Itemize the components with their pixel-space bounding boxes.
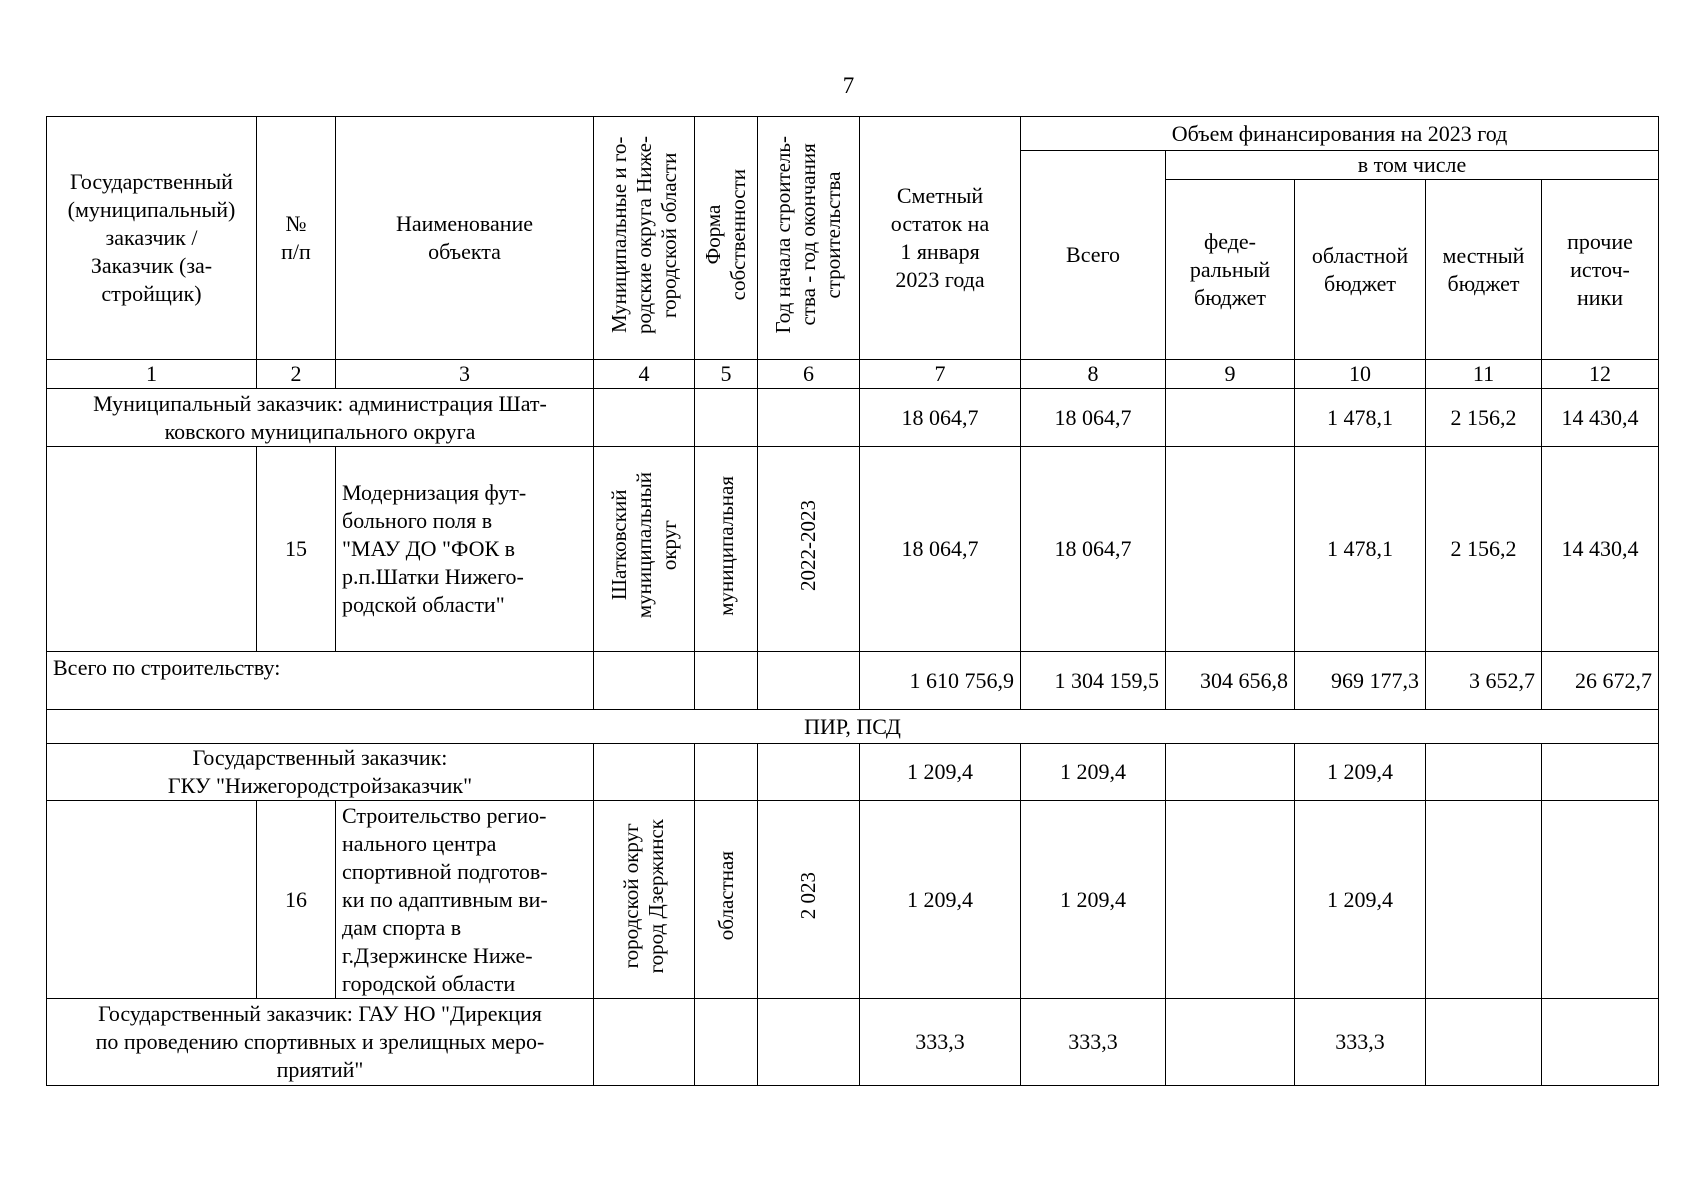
other-cell: 14 430,4 (1542, 389, 1659, 447)
table-row (47, 447, 1659, 652)
header-funding-group: Объем финансирования на 2023 год (1021, 117, 1659, 151)
header-years: Год начала строитель- ства - год окончания строительства (758, 117, 860, 360)
other-cell (1542, 999, 1659, 1086)
federal-cell (1166, 389, 1295, 447)
years-cell: 2022-2023 (758, 447, 860, 652)
header-local: местный бюджет (1426, 180, 1542, 360)
total-cell: 18 064,7 (1021, 447, 1166, 652)
table-row (47, 710, 1659, 744)
other-cell: 26 672,7 (1542, 652, 1659, 710)
item-number: 16 (257, 801, 336, 999)
column-number: 1 (47, 360, 257, 389)
estimate-cell: 18 064,7 (860, 389, 1021, 447)
table-row (47, 999, 1659, 1086)
total-cell: 18 064,7 (1021, 389, 1166, 447)
regional-cell: 333,3 (1295, 999, 1426, 1086)
total-cell: 333,3 (1021, 999, 1166, 1086)
estimate-cell: 1 209,4 (860, 744, 1021, 801)
header-ownership: Форма собственности (695, 117, 758, 360)
column-number: 8 (1021, 360, 1166, 389)
financing-table (46, 116, 1659, 1086)
header-total: Всего (1021, 151, 1166, 360)
estimate-cell: 1 610 756,9 (860, 652, 1021, 710)
local-cell: 2 156,2 (1426, 389, 1542, 447)
header-num: № п/п (257, 117, 336, 360)
header-including: в том числе (1166, 151, 1659, 180)
federal-cell (1166, 744, 1295, 801)
regional-cell: 1 209,4 (1295, 801, 1426, 999)
local-cell (1426, 744, 1542, 801)
regional-cell: 1 478,1 (1295, 447, 1426, 652)
federal-cell (1166, 999, 1295, 1086)
column-number: 4 (594, 360, 695, 389)
regional-cell: 1 478,1 (1295, 389, 1426, 447)
ownership-cell: областная (695, 801, 758, 999)
total-cell: 1 209,4 (1021, 744, 1166, 801)
page-number: 7 (842, 73, 855, 98)
estimate-cell: 333,3 (860, 999, 1021, 1086)
column-number: 9 (1166, 360, 1295, 389)
federal-cell (1166, 447, 1295, 652)
header-object-name: Наименование объекта (336, 117, 594, 360)
other-cell (1542, 801, 1659, 999)
federal-cell: 304 656,8 (1166, 652, 1295, 710)
local-cell: 2 156,2 (1426, 447, 1542, 652)
item-number: 15 (257, 447, 336, 652)
header-customer: Государственный (муниципальный) заказчик / Заказчик (за- стройщик) (47, 117, 257, 360)
group-label: Муниципальный заказчик: администрация Шат- ковского муниципального округа (47, 389, 594, 447)
table-row (47, 744, 1659, 801)
table-row (47, 801, 1659, 999)
header-other: прочие источ- ники (1542, 180, 1659, 360)
section-title: ПИР, ПСД (47, 710, 1659, 744)
column-number: 12 (1542, 360, 1659, 389)
regional-cell: 969 177,3 (1295, 652, 1426, 710)
header-regional: областной бюджет (1295, 180, 1426, 360)
federal-cell (1166, 801, 1295, 999)
total-cell: 1 209,4 (1021, 801, 1166, 999)
object-name: Строительство регио- нального центра спортивной подготов- ки по адаптивным ви- дам спорта в г.Дзержинске Ниже- городской области (336, 801, 594, 999)
column-number: 10 (1295, 360, 1426, 389)
column-numbers-row (47, 360, 1659, 389)
local-cell (1426, 801, 1542, 999)
header-districts: Муниципальные и го- родские округа Ниже- городской области (594, 117, 695, 360)
object-name: Модернизация фут- больного поля в "МАУ ДО "ФОК в р.п.Шатки Нижего- родской области" (336, 447, 594, 652)
local-cell (1426, 999, 1542, 1086)
years-cell: 2 023 (758, 801, 860, 999)
ownership-cell: муниципальная (695, 447, 758, 652)
column-number: 3 (336, 360, 594, 389)
table-row (47, 389, 1659, 447)
header-federal: феде- ральный бюджет (1166, 180, 1295, 360)
estimate-cell: 18 064,7 (860, 447, 1021, 652)
group-label: Государственный заказчик: ГКУ "Нижегородстройзаказчик" (47, 744, 594, 801)
group-label: Государственный заказчик: ГАУ НО "Дирекция по проведению спортивных и зрелищных меро- приятий" (47, 999, 594, 1086)
column-number: 2 (257, 360, 336, 389)
column-number: 11 (1426, 360, 1542, 389)
total-cell: 1 304 159,5 (1021, 652, 1166, 710)
local-cell: 3 652,7 (1426, 652, 1542, 710)
header-estimate: Сметный остаток на 1 января 2023 года (860, 117, 1021, 360)
table-row (47, 652, 1659, 710)
column-number: 7 (860, 360, 1021, 389)
other-cell (1542, 744, 1659, 801)
column-number: 6 (758, 360, 860, 389)
regional-cell: 1 209,4 (1295, 744, 1426, 801)
district-cell: Шатковский муниципальный округ (594, 447, 695, 652)
column-number: 5 (695, 360, 758, 389)
total-label: Всего по строительству: (47, 652, 594, 710)
district-cell: городской округ город Дзержинск (594, 801, 695, 999)
other-cell: 14 430,4 (1542, 447, 1659, 652)
estimate-cell: 1 209,4 (860, 801, 1021, 999)
